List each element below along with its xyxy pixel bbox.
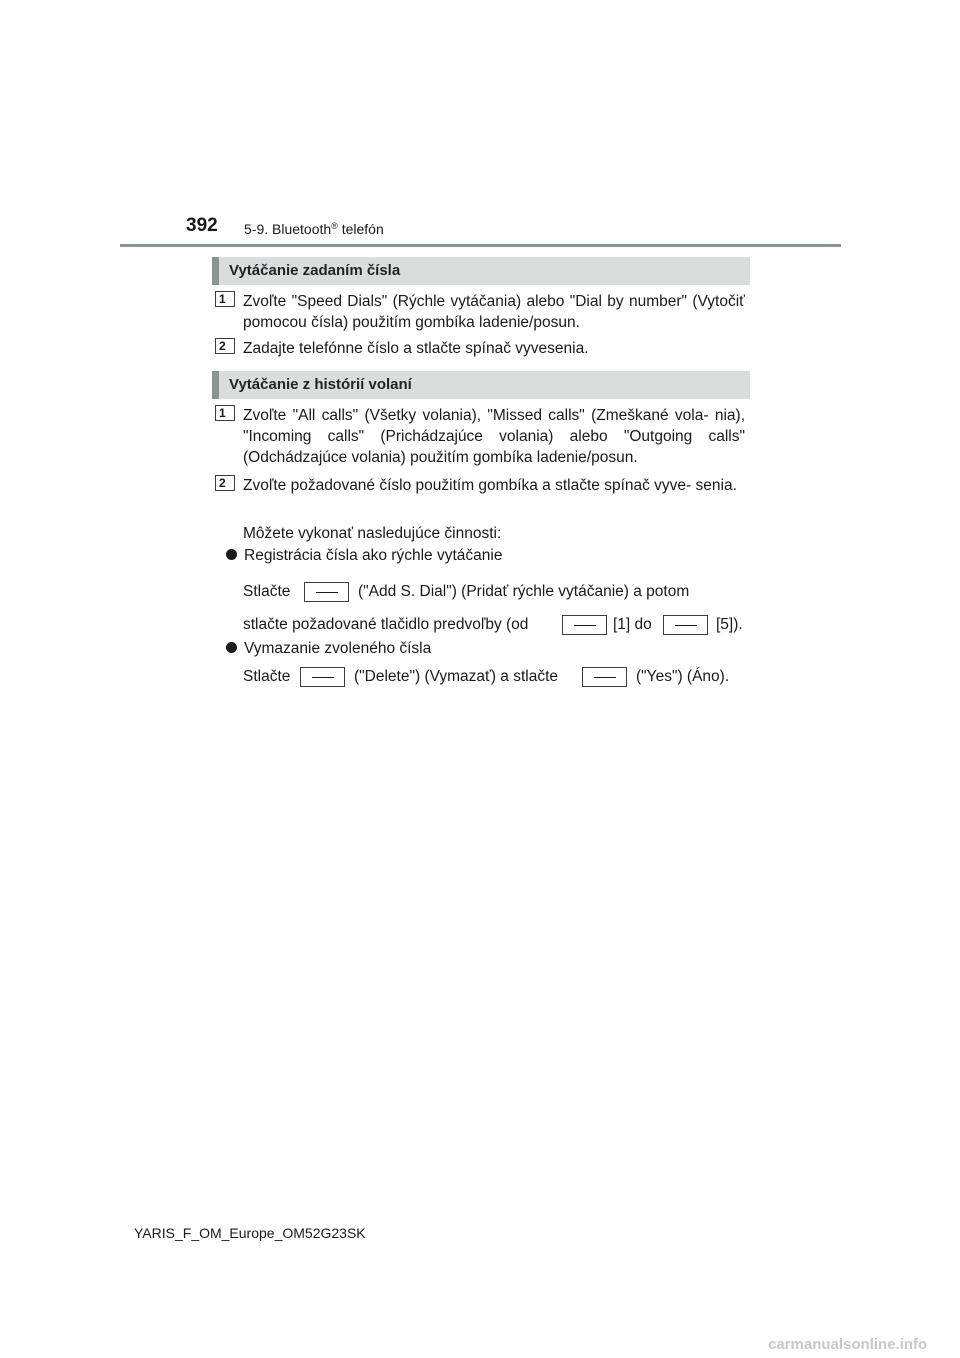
bullet-dot: [226, 549, 237, 560]
action-text: [5]).: [716, 616, 743, 633]
section-title: Vytáčanie z histórií volaní: [229, 376, 412, 393]
chapter-suffix: telefón: [337, 221, 384, 237]
registered-mark: ®: [331, 221, 338, 231]
screen-button-box: [663, 615, 708, 635]
section-title: Vytáčanie zadaním čísla: [229, 262, 401, 279]
screen-button-box: [582, 667, 627, 687]
screen-button-box: [304, 582, 349, 602]
section-header-dial-number: [212, 257, 750, 285]
action-title: Vymazanie zvoleného čísla: [244, 640, 432, 657]
screen-button-box: [300, 667, 345, 687]
document-code: YARIS_F_OM_Europe_OM52G23SK: [134, 1225, 366, 1241]
chapter-prefix: 5-9. Bluetooth: [244, 221, 332, 237]
step-number: 1: [215, 405, 235, 421]
action-text: stlačte požadované tlačidlo predvoľby (od: [243, 616, 529, 633]
action-text: ("Yes") (Áno).: [636, 668, 730, 685]
action-bullet: [226, 547, 502, 565]
screen-button-box: [562, 615, 607, 635]
step-number: 1: [215, 291, 235, 307]
action-text: Stlačte: [243, 668, 291, 685]
action-text: ("Delete") (Vymazať) a stlačte: [354, 668, 559, 685]
action-text: [1] do: [613, 616, 652, 633]
action-bullet: [226, 640, 431, 658]
header-rule: [120, 244, 841, 247]
step-number: 2: [215, 475, 235, 491]
step-number: 2: [215, 338, 235, 354]
chapter-title: [244, 221, 384, 237]
page-number: 392: [186, 215, 218, 236]
section-header-call-history: [212, 371, 750, 399]
step-text: Zvoľte požadované číslo použitím gombíka a stlačte spínač vyve- senia.: [243, 477, 737, 494]
action-text: ("Add S. Dial") (Pridať rýchle vytáčanie) a potom: [358, 583, 690, 600]
step-text: Zvoľte "Speed Dials" (Rýchle vytáčania) alebo "Dial by number" (Vytočiť pomocou čísla) použitím gombíka ladenie/posun.: [243, 293, 745, 331]
step-text: Zadajte telefónne číslo a stlačte spínač vyvesenia.: [243, 340, 589, 357]
watermark: carmanualsonline.info: [768, 1336, 928, 1353]
bullet-dot: [226, 642, 237, 653]
actions-intro: Môžete vykonať nasledujúce činnosti:: [243, 525, 502, 542]
step-text: Zvoľte "All calls" (Všetky volania), "Missed calls" (Zmeškané vola- nia), "Incoming calls" (Prichádzajúce volania) alebo "Outgoing calls" (Odchádzajúce volania) použitím gombíka ladenie/posun.: [243, 407, 745, 466]
action-text: Stlačte: [243, 583, 291, 600]
action-title: Registrácia čísla ako rýchle vytáčanie: [244, 547, 503, 564]
